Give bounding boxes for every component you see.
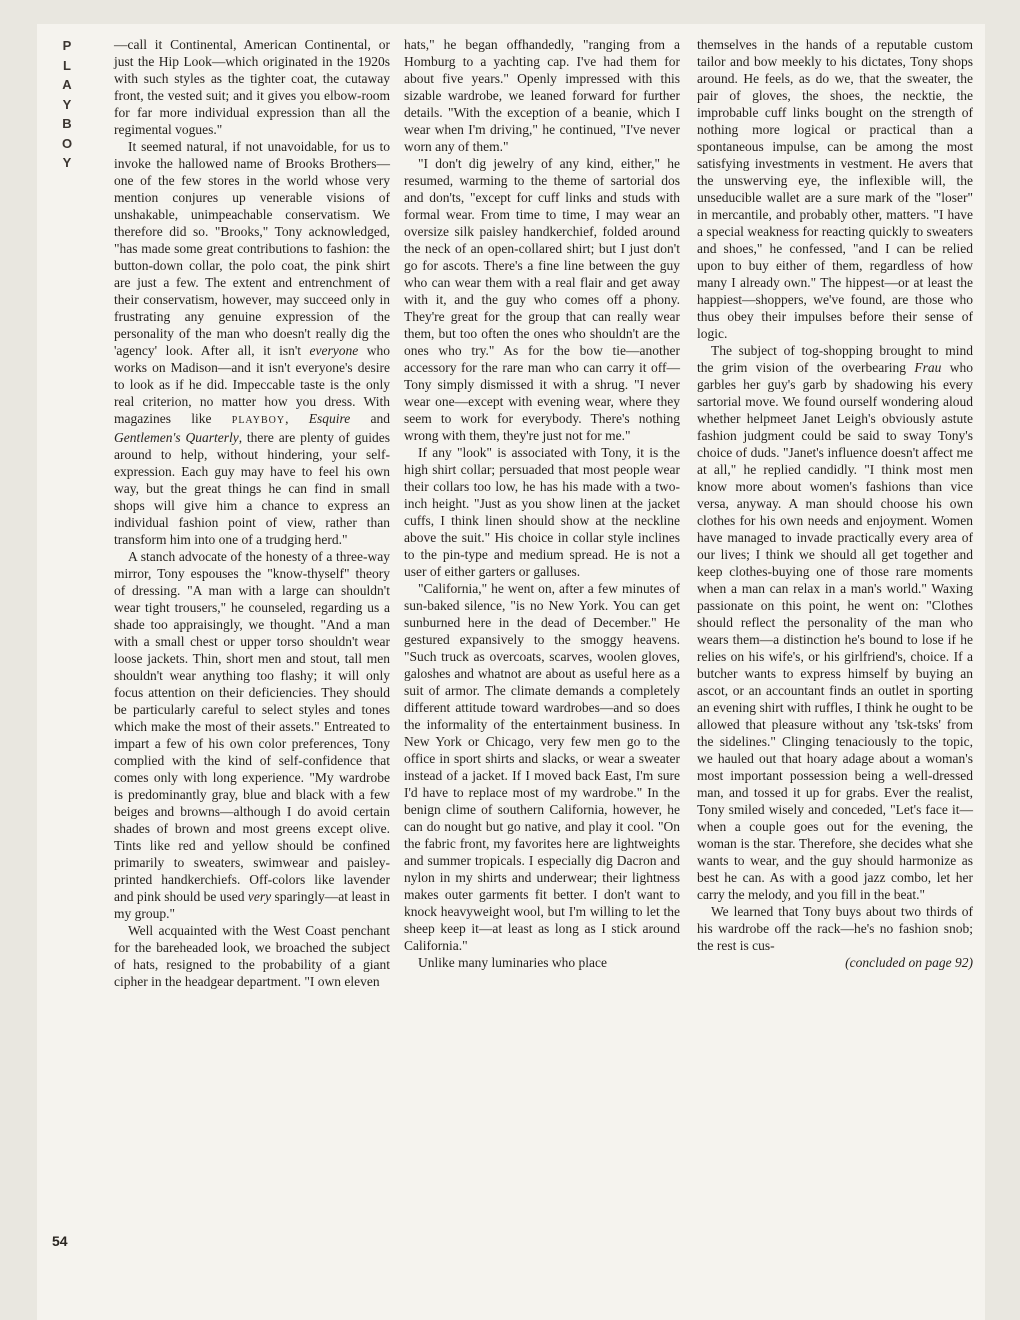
paragraph: We learned that Tony buys about two thirds of his wardrobe off the rack—he's no fashion snob; the rest is cus- <box>697 904 973 953</box>
article-column-1 <box>114 36 390 990</box>
paragraph: "I don't dig jewelry of any kind, either," he resumed, warming to the theme of sartorial dos and don'ts, "except for cuff links and studs with formal wear. From time to time, I may wear an oversize silk paisley handkerchief, folded around the neck of an open-collared shirt; but I just don't go for ascots. There's a fine line between the guy who can wear them with a real flair and get away with it, and the guy who comes off a phony. They're great for the group that can really wear them, but too often the ones who shouldn't are the ones who try." As for the bow tie—another accessory for the rare man who can carry it off—Tony simply dismissed it with a shrug. "I never wear one—except with evening wear, where they seem to work for everybody. There's nothing wrong with them, they're just not for me." <box>404 156 680 443</box>
paragraph: Unlike many luminaries who place <box>418 955 607 970</box>
paragraph: themselves in the hands of a reputable custom tailor and bow meekly to his dictates, Tony shops around. He feels, as do we, that the sweater, the pair of gloves, the shoes, the necktie, the improbable cuff links bought on the strength of nothing more logical or practical than a spontaneous impulse, can be among the most satisfying investments in vestment. He avers that the unswerving eye, the inflexible will, the unseducible wallet are a sure mark of the "loser" in mercantile, and probably other, matters. "I have a special weakness for reacting quickly to sweaters and shoes," he confessed, "and I can be relied upon to buy either of them, regardless of how many I already own." The hippest—or at least the happiest—shoppers, we've found, are those who thus obey their impulses before their sense of logic. <box>697 37 973 341</box>
article-column-2 <box>404 36 680 971</box>
masthead-letter: B <box>62 116 72 131</box>
article-column-3 <box>697 36 973 971</box>
paragraph: "California," he went on, after a few minutes of sun-baked silence, "is no New York. You can get sunburned here in the dead of December." He gestured expansively to the smoggy heavens. "Such truck as overcoats, scarves, woolen gloves, galoshes and whatnot are about as useful here as a suit of armor. The climate demands a completely different attitude toward wardrobes—and so does the informality of the entertainment business. In New York or Chicago, very few men go to the office in sport shirts and slacks, or wear a sweater instead of a jacket. If I moved back East, I'm sure I'd have to replace most of my wardrobe." In the benign clime of southern California, however, he can do nought but go native, and play it cool. "On the fabric front, my favorites here are lightweights and summer tropicals. I especially dig Dacron and nylon in my shirts and underwear; their lightness makes outer garments fit better. I don't want to knock heavyweight wool, but I'm willing to let the sheep keep it—at least as long as I stick around California." <box>404 581 680 953</box>
masthead-letter: O <box>61 135 73 151</box>
paragraph: hats," he began offhandedly, "ranging from a Homburg to a yachting cap. I've had them for about five years." Openly impressed with this sizable wardrobe, we leaned forward for further details. "With the exception of a beanie, which I wear when I'm driving," he continued, "I've never worn any of them." <box>404 37 680 154</box>
masthead-letter: Y <box>62 155 72 170</box>
paragraph: It seemed natural, if not unavoidable, for us to invoke the hallowed name of Brooks Brothers—one of the few stores in the world whose very mention conjures up venerable visions of unshakable, unimpeachable conservatism. We therefore did so. "Brooks," Tony acknowledged, "has made some great contributions to fashion: the button-down collar, the polo coat, the pink shirt are just a few. The extent and entrenchment of their conservatism, however, may succeed only in frustrating any genuine expression of the personality of the man who doesn't really dig the 'agency' look. After all, it isn't everyone who works on Madison—and it isn't everyone's desire to look as if he did. Impeccable taste is the only real criterion, no matter how you dress. With magazines like PLAYBOY, Esquire and Gentlemen's Quarterly, there are plenty of guides around to help, without hindering, your self-expression. Each guy may have to feel his own way, but the great things he can find in small shops will give him a chance to express an individual fashion point of view, rather than transform him into one of a trudging herd." <box>114 139 391 547</box>
playboy-masthead <box>52 36 82 173</box>
masthead-letter: Y <box>62 96 72 112</box>
paragraph: Well acquainted with the West Coast penchant for the bareheaded look, we broached the subject of hats, resigned to the probability of a giant cipher in the headgear department. "I own eleven <box>114 923 390 989</box>
paragraph: The subject of tog-shopping brought to mind the grim vision of the overbearing Frau who garbles her guy's garb by shadowing his every sartorial move. We found ourself wondering aloud whether helpmeet Janet Leigh's obviously astute fashion judgment could be said to sway Tony's choice of duds. "Janet's influence doesn't affect me at all," he replied candidly. "I think most men know more about women's fashions than vice versa, anyway. A man should choose his own clothes for his own needs and enjoyment. Women have managed to invade practically every area of our lives; I think we should all get together and keep clothes-buying one of those rare moments when a man can relax in a man's world." Waxing passionate on this point, he went on: "Clothes should reflect the personality of the man who wears them—a distinction he's bound to lose if he relies on his wife's, or his girlfriend's, choice. If a butcher wants to express himself by buying an ascot, or an accountant finds an outlet in sporting an evening shirt with ruffles, I think he ought to be allowed that pleasure without any 'tsk-tsks' from the sidelines." Clinging tenaciously to the topic, we hauled out that hoary adage about a woman's most important possession being a well-dressed man, and tossed it up for grabs. Ever the realist, Tony smiled wisely and conceded, "Let's face it—when a couple goes out for the evening, the woman is the star. Therefore, she decides what she wants to wear, and the guy should harmonize as best he can. As with a good jazz combo, let her carry the melody, and you fill in the beat." <box>697 343 974 902</box>
paragraph: If any "look" is associated with Tony, it is the high shirt collar; persuaded that most people wear their collars too low, he has his made with a two-inch height. "Just as you show linen at the jacket cuffs, I think linen should show at the neckline above the suit." His choice in collar style inclines to the pin-type and medium spread. He is not a user of either garters or galluses. <box>404 445 680 579</box>
masthead-letter: A <box>62 77 72 92</box>
paragraph: A stanch advocate of the honesty of a three-way mirror, Tony espouses the "know-thyself" theory of dressing. "A man with a large can shouldn't wear tight trousers," he counseled, regarding us a shade too appraisingly, we thought. "And a man with a small chest or upper torso shouldn't wear loose jackets. Thin, short men and stout, tall men shouldn't wear anything too flashy; it will only focus attention on their deficiencies. They should be particularly careful to select styles and tones which make the most of their assets." Entreated to impart a few of his own color preferences, Tony complied with the kind of self-confidence that comes only with long experience. "My wardrobe is predominantly gray, blue and black with a few beiges and browns—although I do avoid certain shades of brown and most greens except olive. Tints like red and yellow should be confined primarily to sweaters, swimwear and paisley-printed handkerchiefs. Off-colors like lavender and pink should be used very sparingly—at least in my group." <box>114 549 390 921</box>
masthead-letter: P <box>62 38 72 53</box>
paragraph: —call it Continental, American Continental, or just the Hip Look—which originated in the 1920s with such styles as the tighter coat, the cutaway front, the vested suit; and it gives you elbow-room for far more individual expression than all the regimental vogues." <box>114 37 390 137</box>
masthead-letter: L <box>63 57 71 73</box>
continuation-note: (concluded on page 92) <box>845 955 973 970</box>
page-number: 54 <box>52 1233 68 1249</box>
